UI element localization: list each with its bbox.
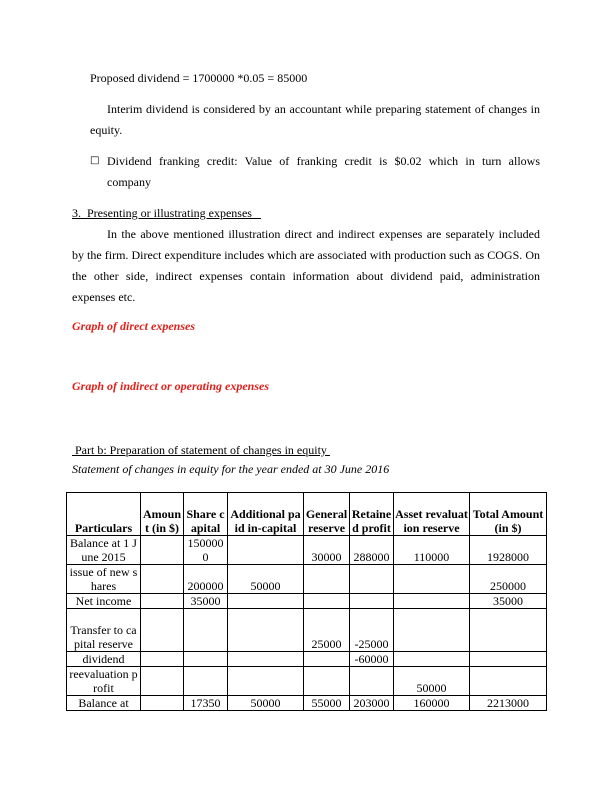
header-general-reserve: General reserve <box>304 493 350 536</box>
cell-amount <box>141 652 184 667</box>
cell-share-capital <box>184 609 228 652</box>
cell-particulars: reevaluation profit <box>67 667 141 696</box>
cell-retained-profit <box>350 565 394 594</box>
header-retained-profit: Retained profit <box>350 493 394 536</box>
cell-total <box>470 652 547 667</box>
header-share-capital: Share capital <box>184 493 228 536</box>
table-row <box>67 536 547 565</box>
cell-share-capital: 1500000 <box>184 536 228 565</box>
franking-credit-line-1: Dividend franking credit: Value of franking credit is $0.02 which in turn allows <box>107 154 540 168</box>
cell-amount <box>141 594 184 609</box>
cell-share-capital <box>184 652 228 667</box>
cell-total: 250000 <box>470 565 547 594</box>
cell-additional-paid-in <box>228 667 304 696</box>
expenses-paragraph-line-4: expenses etc. <box>72 290 136 304</box>
cell-general-reserve <box>304 565 350 594</box>
cell-retained-profit: 203000 <box>350 696 394 711</box>
header-additional-paid-in-capital: Additional paid in-capital <box>228 493 304 536</box>
header-amount: Amount (in $) <box>141 493 184 536</box>
equity-statement-table <box>66 492 547 711</box>
cell-retained-profit: -60000 <box>350 652 394 667</box>
table-row <box>67 696 547 711</box>
cell-retained-profit <box>350 594 394 609</box>
header-particulars: Particulars <box>67 493 141 536</box>
interim-dividend-line-1: Interim dividend is considered by an accountant while preparing statement of changes in <box>107 102 540 116</box>
cell-particulars: Net income <box>67 594 141 609</box>
expenses-paragraph-line-1: In the above mentioned illustration direct and indirect expenses are separately included <box>107 227 540 241</box>
cell-asset-revaluation <box>394 565 470 594</box>
cell-asset-revaluation: 110000 <box>394 536 470 565</box>
cell-total: 35000 <box>470 594 547 609</box>
cell-amount <box>141 696 184 711</box>
cell-additional-paid-in: 50000 <box>228 696 304 711</box>
table-row <box>67 565 547 594</box>
graph-direct-expenses-title: Graph of direct expenses <box>72 319 195 333</box>
cell-asset-revaluation <box>394 609 470 652</box>
proposed-dividend-line: Proposed dividend = 1700000 *0.05 = 85000 <box>90 71 308 85</box>
cell-share-capital <box>184 667 228 696</box>
cell-total: 2213000 <box>470 696 547 711</box>
table-header-row <box>67 493 547 536</box>
cell-general-reserve <box>304 652 350 667</box>
cell-amount <box>141 609 184 652</box>
cell-asset-revaluation: 50000 <box>394 667 470 696</box>
section-3-heading: 3. Presenting or illustrating expenses <box>72 206 261 220</box>
graph-indirect-expenses-title: Graph of indirect or operating expenses <box>72 379 270 393</box>
part-b-heading: Part b: Preparation of statement of changes in equity <box>72 443 330 457</box>
header-total-amount: Total Amount (in $) <box>470 493 547 536</box>
cell-general-reserve <box>304 667 350 696</box>
cell-general-reserve: 30000 <box>304 536 350 565</box>
cell-retained-profit: 288000 <box>350 536 394 565</box>
cell-additional-paid-in <box>228 652 304 667</box>
cell-amount <box>141 536 184 565</box>
table-row <box>67 609 547 652</box>
cell-amount <box>141 667 184 696</box>
cell-additional-paid-in <box>228 536 304 565</box>
interim-dividend-line-2: equity. <box>90 123 123 137</box>
cell-total: 1928000 <box>470 536 547 565</box>
cell-retained-profit <box>350 667 394 696</box>
cell-amount <box>141 565 184 594</box>
cell-general-reserve: 25000 <box>304 609 350 652</box>
header-asset-revaluation-reserve: Asset revaluation reserve <box>394 493 470 536</box>
cell-total <box>470 667 547 696</box>
cell-additional-paid-in <box>228 609 304 652</box>
cell-particulars: issue of new shares <box>67 565 141 594</box>
cell-particulars: Balance at <box>67 696 141 711</box>
cell-share-capital: 200000 <box>184 565 228 594</box>
cell-share-capital: 35000 <box>184 594 228 609</box>
cell-particulars: dividend <box>67 652 141 667</box>
cell-share-capital: 17350 <box>184 696 228 711</box>
table-row <box>67 652 547 667</box>
franking-credit-line-2: company <box>107 175 151 189</box>
cell-asset-revaluation: 160000 <box>394 696 470 711</box>
cell-additional-paid-in <box>228 594 304 609</box>
cell-asset-revaluation <box>394 652 470 667</box>
cell-particulars: Balance at 1 June 2015 <box>67 536 141 565</box>
statement-title: Statement of changes in equity for the year ended at 30 June 2016 <box>72 462 390 476</box>
checkbox-bullet-icon: □ <box>90 155 100 166</box>
cell-additional-paid-in: 50000 <box>228 565 304 594</box>
table-row <box>67 594 547 609</box>
expenses-paragraph-line-2: by the firm. Direct expenditure includes which are associated with production such as COGS. On <box>72 248 540 262</box>
cell-total <box>470 609 547 652</box>
cell-asset-revaluation <box>394 594 470 609</box>
cell-retained-profit: -25000 <box>350 609 394 652</box>
table-row <box>67 667 547 696</box>
cell-general-reserve <box>304 594 350 609</box>
cell-general-reserve: 55000 <box>304 696 350 711</box>
cell-particulars: Transfer to capital reserve <box>67 609 141 652</box>
expenses-paragraph-line-3: the other side, indirect expenses contain information about dividend paid, administration <box>72 269 540 283</box>
